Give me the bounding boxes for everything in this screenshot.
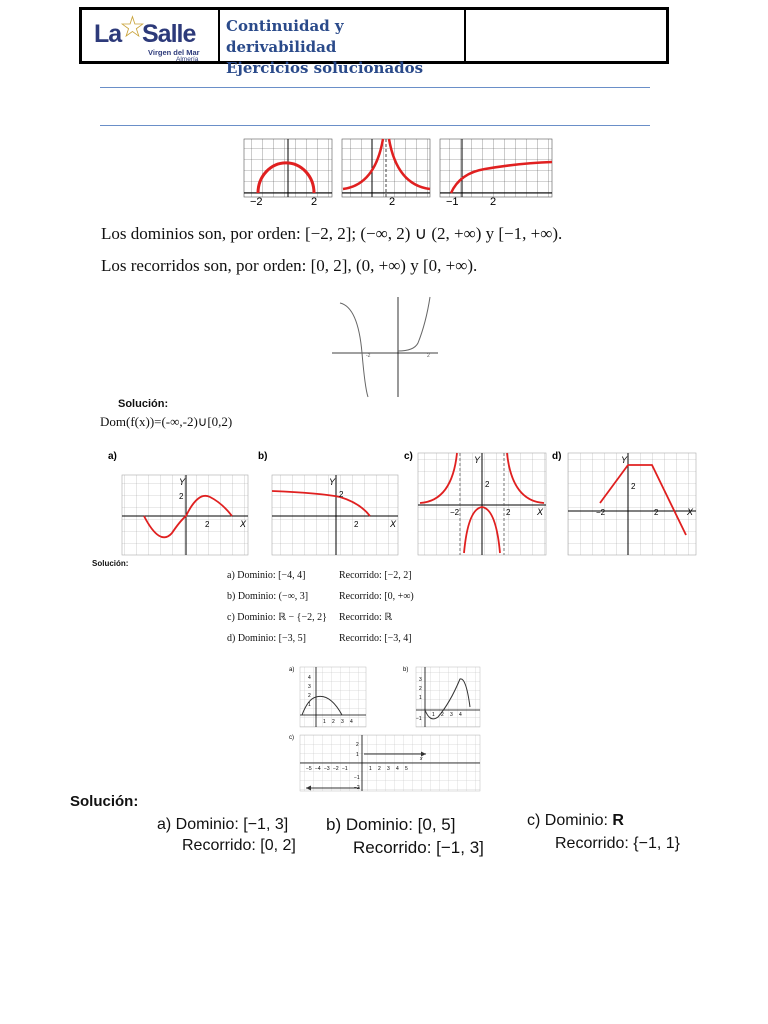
ex3-a-ytick: 2 [179, 492, 184, 501]
ex3-c-axis-y: Y [474, 455, 481, 465]
ex3-graph-a [108, 451, 248, 555]
logo-la: La [94, 20, 122, 48]
logo-salle: Salle [142, 20, 196, 48]
ex4-c-dominio [527, 812, 624, 830]
ex3-graph-c [404, 451, 546, 555]
ex3-c-xtick-left: −2 [450, 508, 460, 517]
ex4-graph-a [289, 667, 366, 727]
ex3-d-axis-x: X [687, 507, 694, 517]
ex3-row-a-rec: Recorrido: [−2, 2] [339, 570, 412, 581]
ex4-a-ytick-2: 2 [308, 693, 311, 699]
ex4-c-xtick-neg2: −2 [333, 766, 339, 772]
star-icon: ☆ [119, 11, 146, 44]
title-line-2: Ejercicios solucionados [226, 59, 424, 77]
ex3-solucion-label: Solución: [92, 559, 129, 568]
ex4-c-xtick-2: 2 [378, 766, 381, 772]
ex3-row-c-dom: c) Dominio: ℝ − {−2, 2} [227, 612, 327, 623]
ex1-graph-2 [342, 139, 430, 208]
ex4-c-ytick-neg2: −2 [354, 785, 360, 791]
ex4-b-xtick-3: 3 [450, 712, 453, 718]
ex3-d-xtick-right: 2 [654, 508, 659, 517]
header-box [79, 7, 669, 77]
ex3-d-ytick: 2 [631, 482, 636, 491]
ex2-curve-left [340, 303, 368, 397]
ex1-graph-1 [244, 139, 332, 208]
ex4-a-xtick-4: 4 [350, 719, 353, 725]
ex4-c-ytick-1: 1 [356, 752, 359, 758]
ex4-label-a: a) [289, 667, 295, 673]
ex3-a-xtick: 2 [205, 520, 210, 529]
divider-rule-2 [100, 125, 650, 126]
ex4-c-xtick-neg1: −1 [342, 766, 348, 772]
ex3-d-xtick-left: −2 [596, 508, 606, 517]
ex2-graph [330, 293, 440, 399]
ex1-g1-tick-right: 2 [311, 196, 318, 208]
ex3-row-b-dom: b) Dominio: (−∞, 3] [227, 591, 309, 602]
ex3-c-xtick-right: 2 [506, 508, 511, 517]
ex3-label-d: d) [552, 451, 562, 462]
ex4-b-dominio: b) Dominio: [0, 5] [326, 815, 456, 834]
ex4-c-ytick-2: 2 [356, 742, 359, 748]
ex3-b-ytick: 2 [339, 490, 344, 499]
ex4-c-dominio-value: R [612, 812, 624, 829]
ex4-c-recorrido: Recorrido: {−1, 1} [555, 835, 680, 852]
ex3-row-d-dom: d) Dominio: [−3, 5] [227, 633, 306, 644]
ex4-a-xtick-3: 3 [341, 719, 344, 725]
ex3-graphs [100, 447, 700, 557]
ex4-a-ytick-4: 4 [308, 675, 311, 681]
ex4-c-xtick-neg4: −4 [315, 766, 321, 772]
ex4-b-ytick-3: 3 [419, 677, 422, 683]
ex3-graph-d [552, 451, 696, 555]
ex1-g1-tick-left: −2 [250, 196, 263, 208]
ex4-c-xtick-3: 3 [387, 766, 390, 772]
ex2-dominio: Dom(f(x))=(-∞,-2)∪[0,2) [100, 414, 233, 429]
ex2-tick-right: 2 [427, 353, 430, 359]
ex3-b-axis-x: X [390, 519, 397, 529]
ex4-a-recorrido: Recorrido: [0, 2] [182, 837, 296, 854]
ex3-a-axis-y: Y [179, 477, 186, 487]
ex4-graphs [286, 663, 486, 793]
ex4-graph-b [403, 667, 480, 727]
ex3-d-axis-y: Y [621, 455, 628, 465]
ex4-c-axis-x: x [420, 756, 423, 762]
ex4-b-ytick-2: 2 [419, 686, 422, 692]
ex4-b-xtick-4: 4 [459, 712, 462, 718]
ex2-tick-left: -2 [366, 353, 371, 359]
divider-rule-1 [100, 87, 650, 88]
ex3-label-b: b) [258, 451, 268, 462]
logo-city: Almería [176, 56, 199, 63]
ex4-solucion-label: Solución: [70, 793, 139, 810]
ex4-c-xtick-1: 1 [369, 766, 372, 772]
ex1-recorridos: Los recorridos son, por orden: [0, 2], (0, +∞) y [0, +∞). [101, 256, 478, 275]
ex3-graph-b [258, 451, 398, 555]
ex3-c-axis-x: X [537, 507, 544, 517]
ex4-c-dominio-prefix: c) Dominio: [527, 812, 613, 829]
ex1-graph-3 [440, 139, 552, 208]
ex4-b-xtick-2: 2 [441, 712, 444, 718]
ex3-b-axis-y: Y [329, 477, 336, 487]
logo-subtitle: Virgen del Mar [148, 48, 200, 57]
ex4-a-ytick-1: 1 [308, 702, 311, 708]
ex4-c-xtick-neg3: −3 [324, 766, 330, 772]
ex3-label-c: c) [404, 451, 413, 462]
ex4-c-ytick-neg1: −1 [354, 775, 360, 781]
ex4-a-xtick-2: 2 [332, 719, 335, 725]
ex3-row-d-rec: Recorrido: [−3, 4] [339, 633, 412, 644]
ex4-label-b: b) [403, 667, 409, 673]
ex4-c-xtick-5: 5 [405, 766, 408, 772]
ex3-row-c-rec: Recorrido: ℝ [339, 612, 393, 623]
header-blank-cell [466, 10, 666, 61]
school-logo [82, 10, 220, 61]
ex3-label-a: a) [108, 451, 117, 462]
ex4-c-xtick-4: 4 [396, 766, 399, 772]
document-title [220, 10, 466, 77]
ex1-dominios: Los dominios son, por orden: [−2, 2]; (−∞, 2) ∪ (2, +∞) y [−1, +∞). [101, 224, 563, 243]
ex3-b-xtick: 2 [354, 520, 359, 529]
ex4-a-ytick-3: 3 [308, 684, 311, 690]
ex1-g2-tick: 2 [389, 196, 396, 208]
ex4-graph-c [289, 735, 480, 791]
title-line-1: Continuidad y derivabilidad [226, 17, 344, 56]
ex4-b-ytick-neg1: −1 [416, 716, 422, 722]
ex3-row-a-dom: a) Dominio: [−4, 4] [227, 570, 306, 581]
ex4-c-xtick-neg5: −5 [306, 766, 312, 772]
ex3-row-b-rec: Recorrido: [0, +∞) [339, 591, 414, 602]
ex2-curve-right [398, 297, 430, 351]
ex1-g3-tick-right: 2 [490, 196, 497, 208]
ex4-b-ytick-1: 1 [419, 695, 422, 701]
ex4-label-c: c) [289, 735, 294, 741]
ex4-a-xtick-1: 1 [323, 719, 326, 725]
ex3-a-axis-x: X [240, 519, 247, 529]
ex3-c-ytick: 2 [485, 480, 490, 489]
ex2-solucion-label: Solución: [118, 398, 169, 410]
ex4-b-recorrido: Recorrido: [−1, 3] [353, 838, 484, 857]
ex1-g3-tick-left: −1 [446, 196, 459, 208]
ex4-b-xtick-1: 1 [432, 712, 435, 718]
ex1-graphs [240, 137, 560, 209]
ex4-a-dominio: a) Dominio: [−1, 3] [157, 816, 289, 833]
